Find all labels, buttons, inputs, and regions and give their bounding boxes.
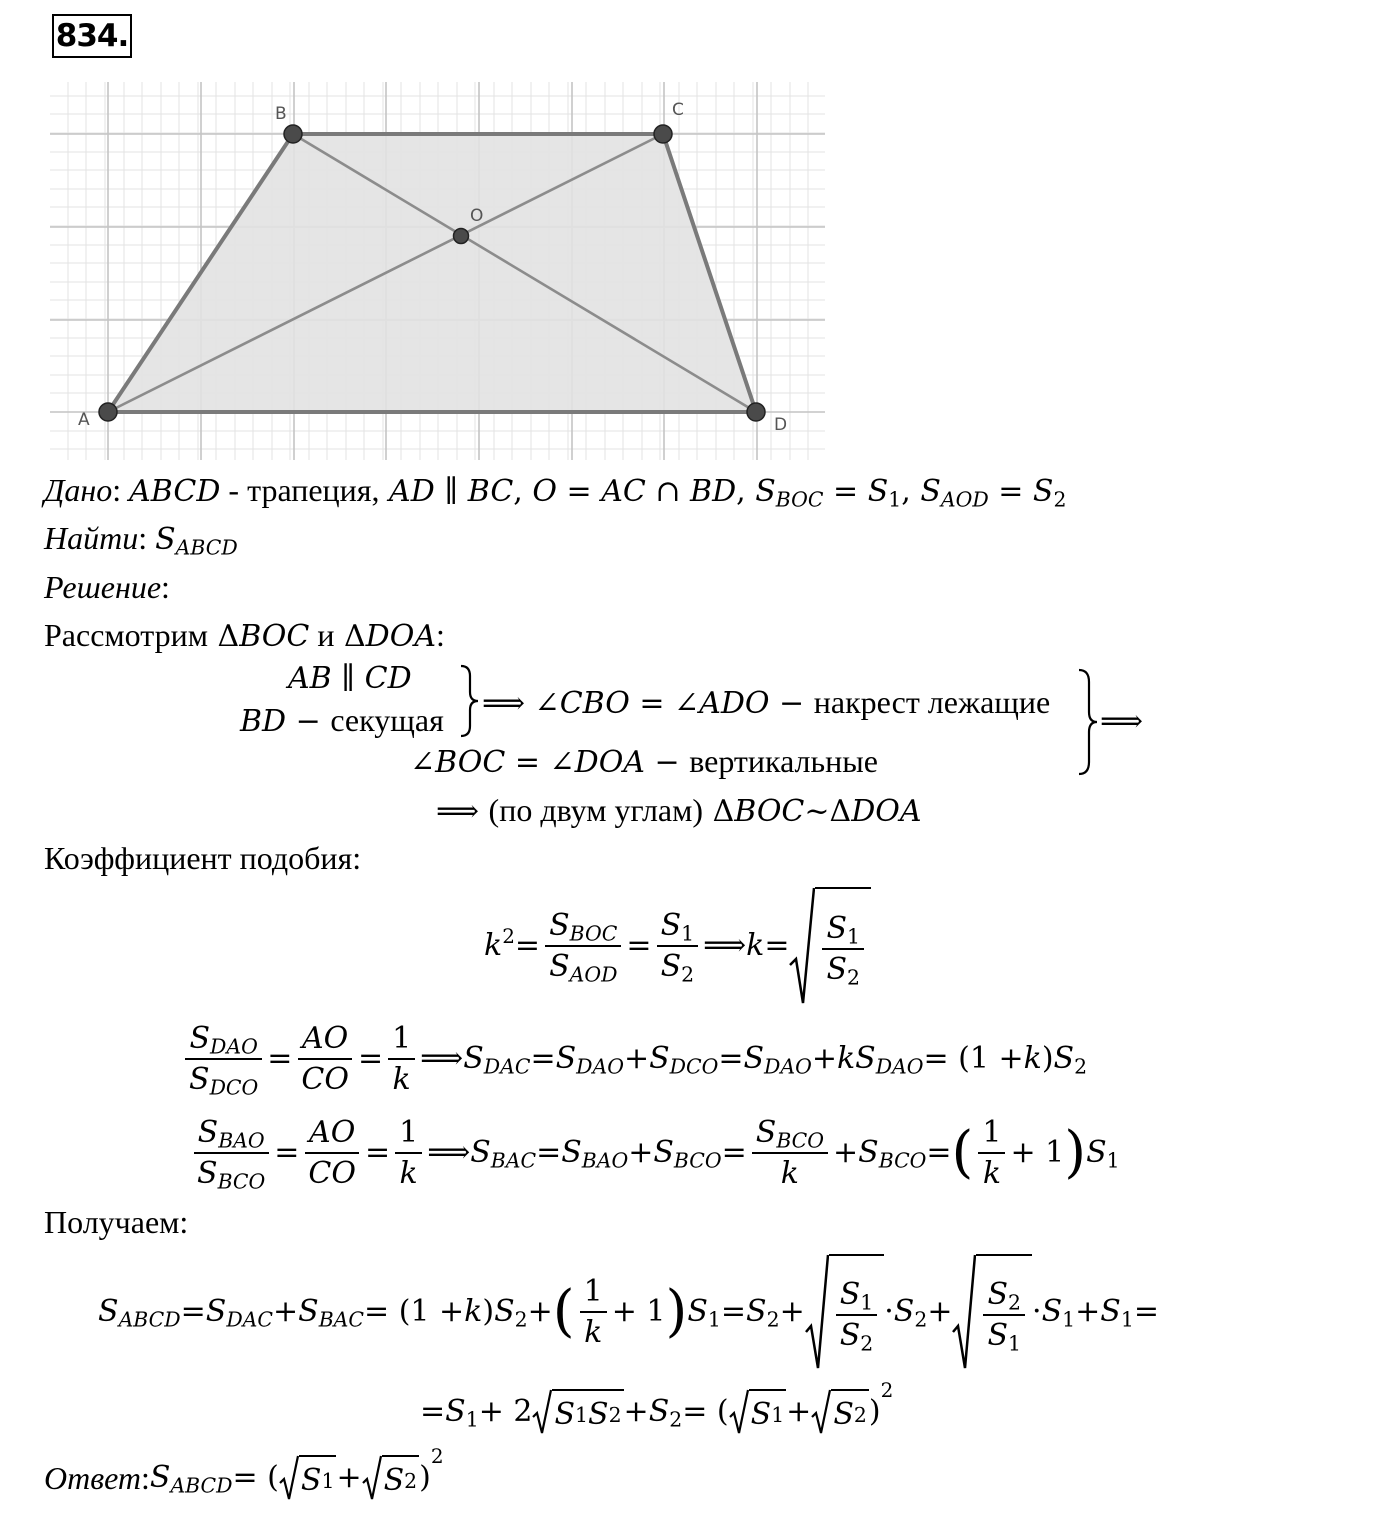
label-c: C (672, 100, 684, 120)
sbac-formula: $\frac{S_{BAO}}{S_{BCO}}$ = $\frac{AO}{CO}$ = $\frac{1}{k}$ ⟹ $S_{BAC}$ = $S_{BAO}$ + $S_{BCO}$ = $\frac{S_{BCO}}{k}$ + $S_{BCO}$ = ( $\frac{1}{k}$ + 1 ) $S_1$ (188, 1106, 1120, 1200)
outer-implies: ⟹ (1100, 704, 1144, 739)
answer-label: Ответ (44, 1460, 141, 1496)
point-b (284, 125, 302, 143)
parallel-condition: AB ∥ CD (288, 661, 412, 696)
k-formula: k 2 = $\frac{S_{BOC}}{S_{AOD}}$ = $\frac{S_1}{S_2}$ ⟹ k = $\frac{S_1}{S_2}$ (484, 886, 871, 1006)
trapezoid-fill (108, 134, 756, 412)
problem-number: 834. (52, 14, 132, 58)
solution-heading: Решение: (44, 569, 170, 605)
point-c (654, 125, 672, 143)
vertical-angles: ∠BOC = ∠DOA − вертикальные (410, 743, 878, 780)
inner-brace (458, 664, 480, 738)
answer-line: Ответ : $S_{ABCD}$ = ( S 1 + S 2 ) 2 (44, 1448, 444, 1508)
find-label: Найти (44, 520, 139, 556)
given-word: трапеция, (247, 472, 380, 508)
given-line: Дано: ABCD - трапеция, AD ∥ BC, O = AC ∩ BD, $S_{BOC} = S_1$, $S_{AOD} = S_2$ (44, 472, 1067, 512)
given-label: Дано (44, 472, 113, 508)
trapezoid-figure (0, 0, 840, 470)
sabcd-simplified: = $S_1$ + 2 S 1 S 2 + $S_2$ = ( S 1 + S 2 ) 2 (420, 1382, 893, 1442)
alternate-angles: ⟹ ∠CBO = ∠ADO − накрест лежащие (482, 684, 1051, 721)
we-get-heading: Получаем: (44, 1204, 189, 1240)
label-b: B (275, 104, 287, 124)
find-line: Найти: $S_{ABCD}$ (44, 520, 238, 560)
label-a: A (78, 410, 90, 430)
secant-condition: BD − секущая (240, 702, 444, 739)
label-o: O (470, 206, 484, 226)
consider-line: Рассмотрим ΔBOC и ΔDOA: (44, 617, 445, 654)
sdac-formula: $\frac{S_{DAO}}{S_{DCO}}$ = $\frac{AO}{CO}$ = $\frac{1}{k}$ ⟹ $S_{DAC}$ = $S_{DAO}$ + $S_{DCO}$ = $S_{DAO}$ + $kS_{DAO}$ = (1 + k ) $S_2$ (180, 1012, 1087, 1106)
sabcd-derivation: $S_{ABCD}$ = $S_{DAC}$ + $S_{BAC}$ = (1 + k ) $S_2$ + ( $\frac{1}{k}$ + 1 ) $S_1$ = $S_2$ + $\frac{S_1}{S_2}$ · $S_2$ + $\frac{S_2}{S_1}$ · $S_1$ + $S_1$ = (98, 1250, 1159, 1374)
point-a (99, 403, 117, 421)
similarity-conclusion: ⟹ (по двум углам) ΔBOC~ΔDOA (436, 792, 922, 829)
outer-brace (1076, 668, 1100, 776)
point-d (747, 403, 765, 421)
similarity-coef-heading: Коэффициент подобия: (44, 840, 362, 876)
point-o (454, 229, 469, 244)
label-d: D (774, 415, 788, 435)
